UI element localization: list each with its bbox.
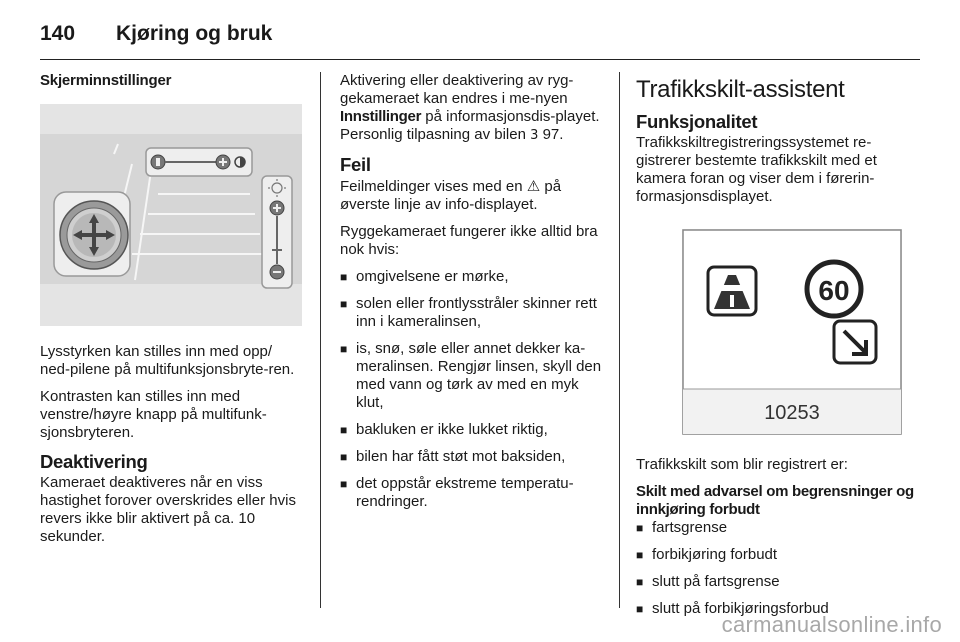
list-item: ■ solen eller frontlysstråler skinner rett inn i kameralinsen,	[340, 295, 606, 331]
settings-menu-name: Innstillinger	[340, 108, 422, 125]
activation-paragraph	[340, 72, 606, 145]
column-divider-1	[320, 72, 321, 608]
column-left	[40, 72, 302, 555]
page-number: 140	[40, 22, 76, 45]
header-divider	[40, 59, 920, 60]
list-item: ■ det oppstår ekstreme temperatu-rendringer.	[340, 475, 606, 511]
list-item: ■ bilen har fått støt mot baksiden,	[340, 448, 606, 466]
list-item: ■ fartsgrense	[636, 519, 926, 537]
functionality-paragraph: Trafikkskiltregistreringssystemet re-gistrerer bestemte trafikkskilt med et kamera foran og viser dem i førerin-formasjonsdisplayet.	[636, 134, 877, 205]
traffic-sign-assistant-heading: Trafikkskilt-assistent	[636, 76, 845, 103]
screen-settings-heading: Skjerminnstillinger	[40, 72, 172, 89]
activation-text-b: på informasjonsdis-playet. Personlig tilpasning av bilen	[340, 108, 600, 143]
display-settings-illustration	[40, 104, 302, 326]
error-text-a: Feilmeldinger vises med en	[340, 178, 527, 195]
page-reference-number: 97.	[538, 126, 564, 143]
error-text-b: på øverste linje av info-displayet.	[340, 178, 562, 213]
deactivation-paragraph: Kameraet deaktiveres når en viss hastighet forover overskrides eller hvis revers ikke blir aktivert på ca. 10 sekunder.	[40, 474, 296, 545]
traffic-sign-display-illustration	[682, 229, 902, 435]
speed-limit-value: 60	[818, 275, 850, 306]
deactivation-heading: Deaktivering	[40, 451, 148, 472]
list-item: ■ omgivelsene er mørke,	[340, 268, 606, 286]
chapter-title: Kjøring og bruk	[116, 22, 273, 45]
column-right	[636, 72, 926, 627]
failure-intro: Ryggekameraet fungerer ikke alltid bra nok hvis:	[340, 223, 598, 258]
list-item: ■ bakluken er ikke lukket riktig,	[340, 421, 606, 439]
list-item: ■ is, snø, søle eller annet dekker ka-meralinsen. Rengjør linsen, skyll den med vann og tørk av med en myk klut,	[340, 340, 606, 412]
activation-text-a: Aktivering eller deaktivering av ryg-gekameraet kan endres i me-nyen	[340, 72, 574, 107]
column-middle	[340, 72, 606, 520]
header-bar	[40, 14, 920, 58]
list-item: ■ forbikjøring forbudt	[636, 546, 926, 564]
registered-signs-list	[636, 519, 926, 618]
list-item: ■ slutt på forbikjøringsforbud	[636, 600, 926, 618]
error-paragraph	[340, 177, 606, 214]
brightness-paragraph: Lysstyrken kan stilles inn med opp/ ned-pilene på multifunksjonsbryte-ren.	[40, 343, 295, 378]
error-heading: Feil	[340, 154, 371, 175]
page-reference-icon: 3	[530, 128, 539, 143]
warning-triangle-icon: ⚠	[526, 177, 541, 195]
contrast-paragraph: Kontrasten kan stilles inn med venstre/høyre knapp på multifunk-sjonsbryteren.	[40, 388, 267, 441]
functionality-heading: Funksjonalitet	[636, 111, 758, 132]
column-divider-2	[619, 72, 620, 608]
watermark-text: carmanualsonline.info	[721, 612, 942, 637]
failure-list	[340, 268, 606, 511]
warning-signs-heading: Skilt med advarsel om begrensninger og innkjøring forbudt	[636, 483, 914, 518]
list-item: ■ slutt på fartsgrense	[636, 573, 926, 591]
figure-code: 10253	[764, 402, 820, 424]
registered-intro: Trafikkskilt som blir registrert er:	[636, 456, 848, 473]
